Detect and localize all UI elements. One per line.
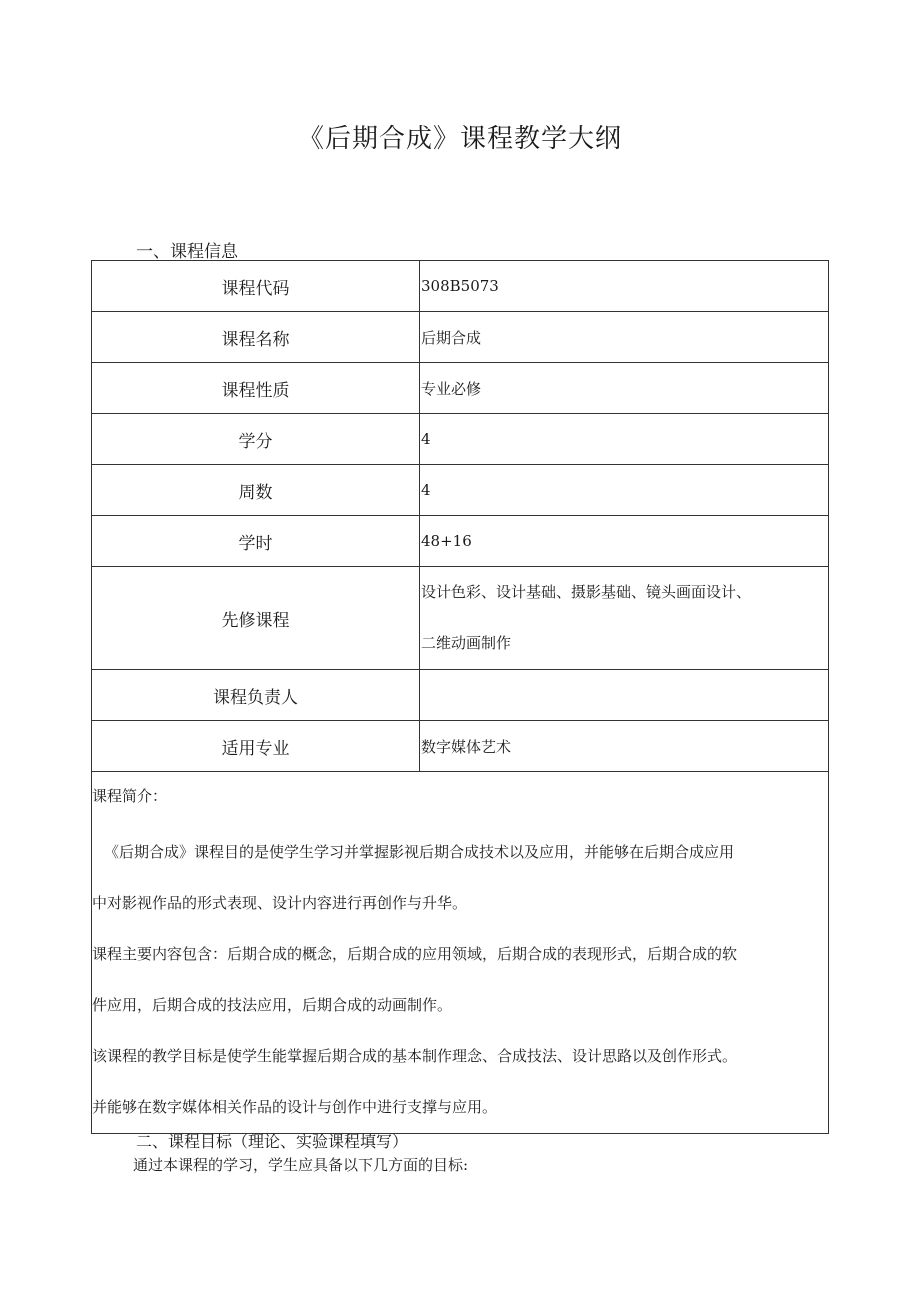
course-nature-value: 专业必修 [420, 363, 829, 414]
course-name-label: 课程名称 [92, 312, 420, 363]
course-code-label: 课程代码 [92, 261, 420, 312]
prerequisite-label: 先修课程 [92, 567, 420, 670]
course-owner-value [420, 670, 829, 721]
intro-heading: 课程简介： [92, 787, 168, 805]
document-title: 《后期合成》课程教学大纲 [297, 124, 622, 154]
section-heading-course-goals: 二、课程目标（理论、实验课程填写） [136, 1132, 409, 1151]
goal-intro-text: 通过本课程的学习，学生应具备以下几方面的目标: [133, 1156, 469, 1174]
table-row [92, 516, 829, 567]
table-row [92, 312, 829, 363]
intro-paragraph-line: 件应用，后期合成的技法应用，后期合成的动画制作。 [92, 996, 453, 1014]
table-row [92, 465, 829, 516]
prerequisite-value [420, 567, 829, 670]
weeks-value: 4 [420, 465, 829, 516]
section-heading-course-info: 一、课程信息 [136, 242, 238, 262]
prerequisite-line-1: 设计色彩、设计基础、摄影基础、镜头画面设计、 [421, 583, 752, 601]
credit-label: 学分 [92, 414, 420, 465]
major-label: 适用专业 [92, 721, 420, 772]
course-intro-cell [92, 772, 829, 1134]
intro-paragraph-line: 课程主要内容包含：后期合成的概念，后期合成的应用领域，后期合成的表现形式，后期合成的软 [92, 945, 738, 963]
course-name-value: 后期合成 [420, 312, 829, 363]
course-nature-label: 课程性质 [92, 363, 420, 414]
intro-paragraph-line: 《后期合成》课程目的是使学生学习并掌握影视后期合成技术以及应用，并能够在后期合成应用 [104, 843, 735, 861]
course-code-value: 308B5073 [420, 261, 829, 312]
table-row [92, 670, 829, 721]
table-row [92, 772, 829, 1134]
intro-paragraph-line: 该课程的教学目标是使学生能掌握后期合成的基本制作理念、合成技法、设计思路以及创作形式。 [92, 1047, 738, 1065]
intro-paragraph-line: 并能够在数字媒体相关作品的设计与创作中进行支撑与应用。 [92, 1098, 498, 1116]
weeks-label: 周数 [92, 465, 420, 516]
table-row [92, 721, 829, 772]
table-row [92, 363, 829, 414]
hours-label: 学时 [92, 516, 420, 567]
intro-paragraph-line: 中对影视作品的形式表现、设计内容进行再创作与升华。 [92, 894, 468, 912]
hours-value: 48+16 [420, 516, 829, 567]
prerequisite-line-2: 二维动画制作 [421, 634, 512, 652]
course-owner-label: 课程负责人 [92, 670, 420, 721]
table-row [92, 261, 829, 312]
credit-value: 4 [420, 414, 829, 465]
table-row [92, 414, 829, 465]
table-row [92, 567, 829, 670]
major-value: 数字媒体艺术 [420, 721, 829, 772]
course-info-table [91, 260, 829, 1134]
